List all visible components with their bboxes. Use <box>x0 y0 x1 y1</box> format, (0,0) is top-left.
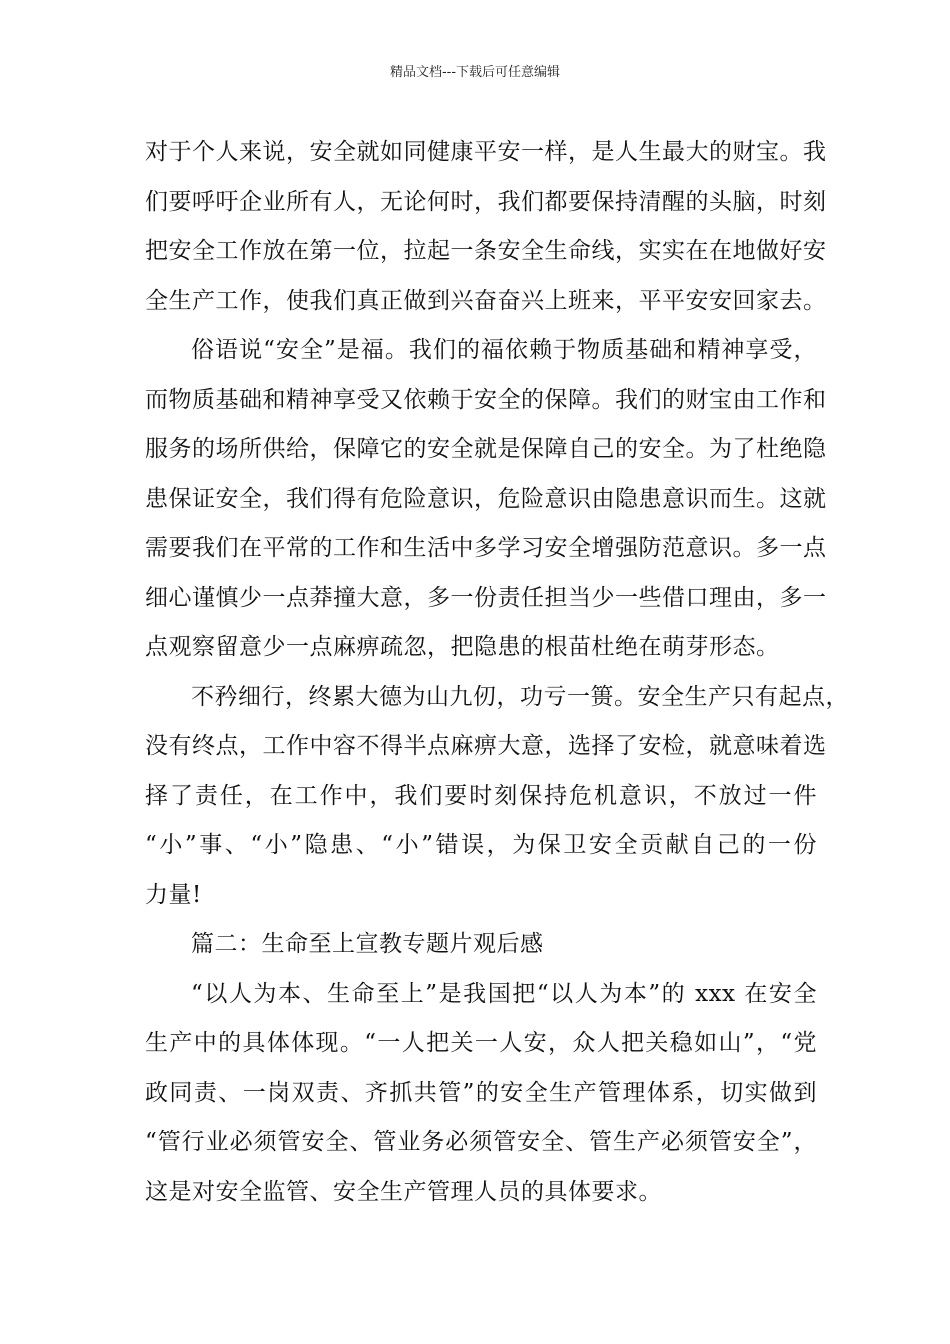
paragraph <box>145 128 827 326</box>
paragraph <box>145 970 817 1218</box>
text-line: 们要呼吁企业所有人，无论何时，我们都要保持清醒的头脑，时刻 <box>145 188 827 215</box>
text-line: 择了责任，在工作中，我们要时刻保持危机意识，不放过一件 <box>145 782 817 809</box>
text-line: 不矜细行，终累大德为山九仞，功亏一篑。安全生产只有起点， <box>191 683 849 710</box>
text-line: 服务的场所供给，保障它的安全就是保障自己的安全。为了杜绝隐 <box>145 436 827 462</box>
text-line: 对于个人来说，安全就如同健康平安一样，是人生最大的财宝。我 <box>145 139 827 165</box>
paragraph <box>145 920 817 970</box>
text-line: 政同责、一岗双责、齐抓共管”的安全生产管理体系，切实做到 <box>145 1079 817 1106</box>
text-line: “小”事、“小”隐患、“小”错误，为保卫安全贡献自己的一份 <box>145 832 817 858</box>
text-line: 细心谨慎少一点莽撞大意，多一份责任担当少一些借口理由，多一 <box>145 584 827 611</box>
text-line: 把安全工作放在第一位，拉起一条安全生命线，实实在在地做好安 <box>145 238 827 264</box>
text-line: 而物质基础和精神享受又依赖于安全的保障。我们的财宝由工作和 <box>145 386 827 413</box>
text-line: 全生产工作，使我们真正做到兴奋奋兴上班来，平平安安回家去。 <box>145 287 827 314</box>
text-line: 篇二：生命至上宣教专题片观后感 <box>191 931 544 957</box>
text-line: 没有终点，工作中容不得半点麻痹大意，选择了安检，就意味着选 <box>145 733 827 759</box>
text-line: 点观察留意少一点麻痹疏忽，把隐患的根苗杜绝在萌芽形态。 <box>145 634 780 660</box>
text-line: 俗语说“安全”是福。我们的福依赖于物质基础和精神享受， <box>191 337 817 363</box>
paragraph <box>145 673 849 921</box>
text-line: “管行业必须管安全、管业务必须管安全、管生产必须管安全”， <box>145 1129 817 1155</box>
document-body <box>145 128 849 1217</box>
paragraph <box>145 326 827 673</box>
text-line: 力量! <box>145 881 202 908</box>
text-line: 生产中的具体体现。“一人把关一人安，众人把关稳如山”，“党 <box>145 1030 817 1056</box>
text-line: 患保证安全，我们得有危险意识，危险意识由隐患意识而生。这就 <box>145 485 827 512</box>
text-line: 这是对安全监管、安全生产管理人员的具体要求。 <box>145 1178 662 1205</box>
text-line: 需要我们在平常的工作和生活中多学习安全增强防范意识。多一点 <box>145 535 827 561</box>
text-line: “以人为本、生命至上”是我国把“以人为本”的 xxx 在安全 <box>191 980 817 1007</box>
page-header: 精品文档---下载后可任意编辑 <box>389 65 561 80</box>
